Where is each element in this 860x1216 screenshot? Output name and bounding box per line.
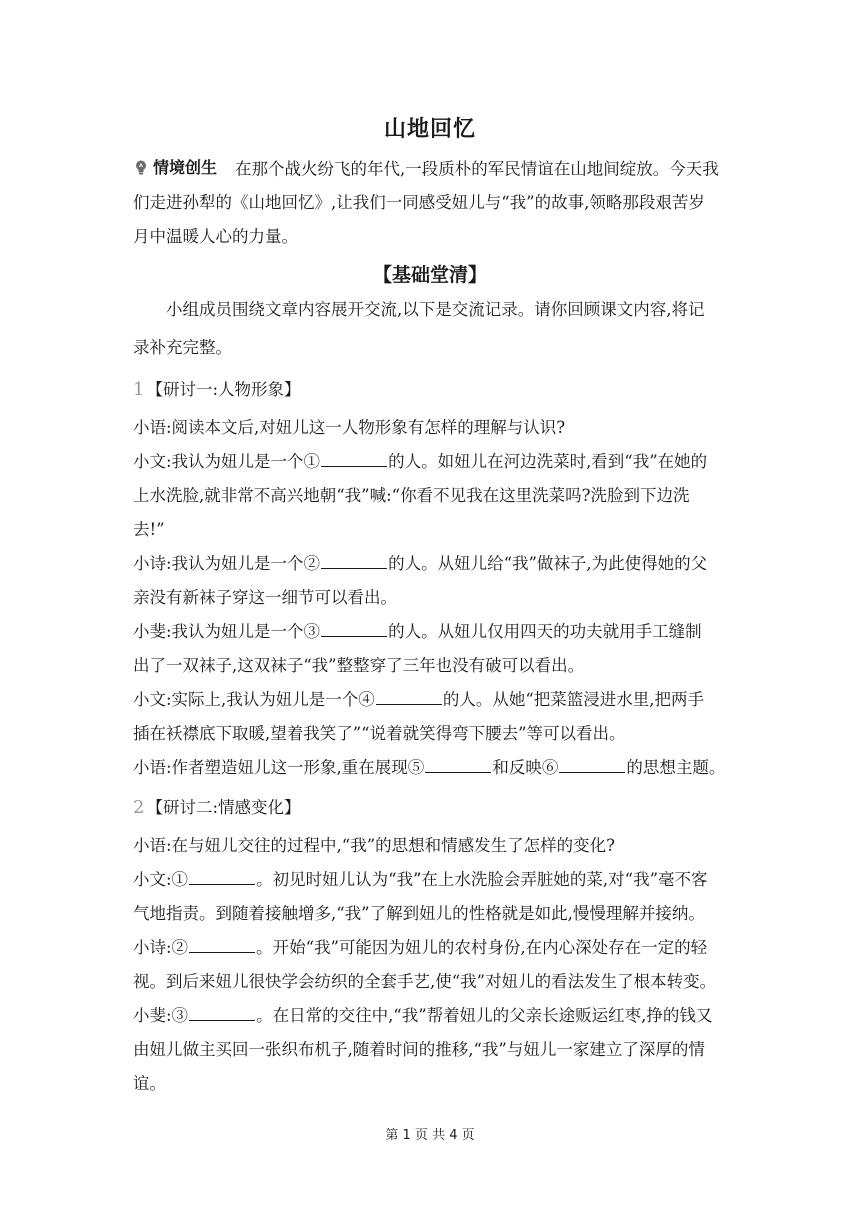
q1-text: 的人。从她“把菜篮浸进水里,把两手	[442, 690, 704, 709]
q1-text: 小文:我认为妞儿是一个①	[133, 452, 321, 471]
q1-line-6: 亲没有新袜子穿这一细节可以看出。	[133, 588, 397, 607]
q1-text: 的人。如妞儿在河边洗菜时,看到“我”在她的	[388, 452, 708, 471]
q2-text: 小斐:③	[133, 1006, 189, 1025]
intro-tag	[133, 155, 217, 178]
q2-line-8: 谊。	[133, 1074, 166, 1093]
answer-blank-q2-2[interactable]	[189, 938, 255, 953]
q1-line-7	[133, 618, 702, 642]
answer-blank-6[interactable]	[559, 758, 625, 773]
q2-line-5: 视。到后来妞儿很快学会纺织的全套手艺,使“我”对妞儿的看法发生了根本转变。	[133, 972, 717, 991]
intro-line-3: 月中温暖人心的力量。	[133, 227, 298, 246]
q1-line-3: 上水洗脸,就非常不高兴地朝“我”喊:“你看不见我在这里洗菜吗?洗脸到下边洗	[133, 486, 690, 505]
q2-number: 2	[133, 797, 145, 818]
q1-text: 小诗:我认为妞儿是一个②	[133, 554, 321, 573]
q2-line-1: 小语:在与妞儿交往的过程中,“我”的思想和情感发生了怎样的变化?	[133, 836, 616, 855]
q2-line-3: 气地指责。到随着接触增多,“我”了解到妞儿的性格就是如此,慢慢理解并接纳。	[133, 904, 705, 923]
q2-heading-line	[133, 794, 301, 818]
q2-text: 。开始“我”可能因为妞儿的农村身份,在内心深处存在一定的轻	[256, 938, 708, 957]
instruction-line-1: 小组成员围绕文章内容展开交流,以下是交流记录。请你回顾课文内容,将记	[166, 300, 705, 319]
q1-line-10: 插在袄襟底下取暖,望着我笑了”“说着就笑得弯下腰去”等可以看出。	[133, 724, 626, 743]
q1-line-2	[133, 448, 707, 472]
q1-text: 和反映⑥	[492, 758, 559, 777]
q1-line-4: 去!”	[133, 520, 165, 539]
q1-line-8: 出了一双袜子,这双袜子“我”整整穿了三年也没有破可以看出。	[133, 656, 585, 675]
q1-line-5	[133, 550, 707, 574]
q1-text: 小语:作者塑造妞儿这一形象,重在展现⑤	[133, 758, 425, 777]
q1-text: 小文:实际上,我认为妞儿是一个④	[133, 690, 375, 709]
q1-heading-line	[133, 376, 301, 400]
intro-line-1	[133, 155, 719, 180]
q1-text: 小斐:我认为妞儿是一个③	[133, 622, 321, 641]
q1-text: 的人。从妞儿给“我”做袜子,为此使得她的父	[388, 554, 708, 573]
intro-text-1: 在那个战火纷飞的年代,一段质朴的军民情谊在山地间绽放。今天我	[235, 159, 719, 179]
answer-blank-1[interactable]	[321, 452, 387, 467]
instruction-line-2: 录补充完整。	[133, 338, 232, 357]
q1-line-9	[133, 686, 704, 710]
q2-line-4	[133, 934, 707, 958]
answer-blank-q2-1[interactable]	[189, 870, 255, 885]
q1-text: 的思想主题。	[626, 758, 726, 777]
page-title: 山地回忆	[383, 117, 476, 142]
q2-line-2	[133, 866, 708, 890]
section-heading: 【基础堂清】	[372, 264, 487, 286]
q2-line-6	[133, 1002, 712, 1026]
q1-text: 的人。从妞儿仅用四天的功夫就用手工缝制	[388, 622, 702, 641]
q2-text: 小文:①	[133, 870, 189, 889]
q2-text: 。初见时妞儿认为“我”在上水洗脸会弄脏她的菜,对“我”毫不客	[256, 870, 708, 889]
answer-blank-2[interactable]	[321, 554, 387, 569]
q2-text: 小诗:②	[133, 938, 189, 957]
q2-text: 。在日常的交往中,“我”帮着妞儿的父亲长途贩运红枣,挣的钱又	[256, 1006, 713, 1025]
page-footer: 第 1 页 共 4 页	[385, 1128, 475, 1143]
q1-line-11	[133, 754, 725, 778]
lightbulb-icon	[133, 159, 149, 175]
intro-line-2: 们走进孙犁的《山地回忆》,让我们一同感受妞儿与“我”的故事,领略那段艰苦岁	[133, 193, 705, 212]
answer-blank-3[interactable]	[321, 622, 387, 637]
q2-heading: 【研讨二:情感变化】	[146, 798, 301, 817]
answer-blank-5[interactable]	[425, 758, 491, 773]
q2-line-7: 由妞儿做主买回一张织布机子,随着时间的推移,“我”与妞儿一家建立了深厚的情	[133, 1040, 705, 1059]
q1-heading: 【研讨一:人物形象】	[146, 380, 301, 399]
answer-blank-q2-3[interactable]	[189, 1006, 255, 1021]
q1-number: 1	[133, 379, 145, 400]
answer-blank-4[interactable]	[376, 690, 442, 705]
q1-line-1: 小语:阅读本文后,对妞儿这一人物形象有怎样的理解与认识?	[133, 418, 566, 437]
intro-tag-label: 情境创生	[153, 158, 218, 177]
